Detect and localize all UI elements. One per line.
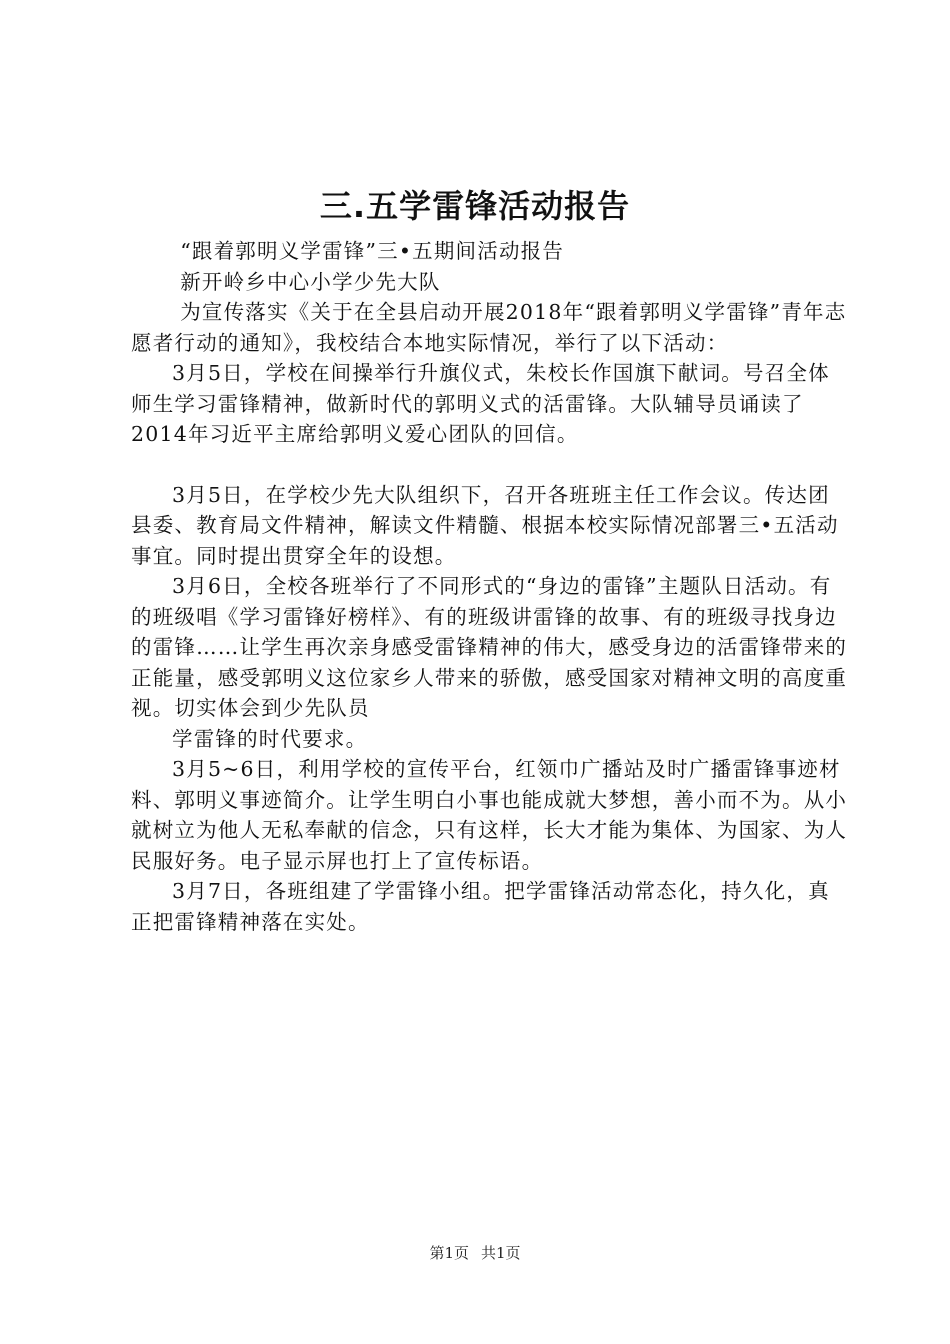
organization-paragraph: 新开岭乡中心小学少先大队	[180, 269, 441, 294]
document-body	[131, 236, 851, 937]
page-number: 第1页	[429, 1244, 469, 1262]
subtitle-paragraph: “跟着郭明义学雷锋”三•五期间活动报告	[180, 239, 565, 263]
page-total: 共1页	[481, 1244, 521, 1262]
activity-paragraph-broadcast: 3月5~6日，利用学校的宣传平台，红领巾广播站及时广播雷锋事迹材料、郭明义事迹简介。让学生明白小事也能成就大梦想，善小而不为。从小就树立为他人无私奉献的信念，只有这样，长大才能为集体、为国家、为人民服好务。电子显示屏也打上了宣传标语。	[131, 757, 848, 873]
activity-paragraph-groups: 3月7日，各班组建了学雷锋小组。把学雷锋活动常态化，持久化，真正把雷锋精神落在实处。	[131, 879, 830, 934]
page-footer	[0, 1243, 950, 1263]
document-title: 三.五学雷锋活动报告	[319, 187, 631, 225]
intro-paragraph: 为宣传落实《关于在全县启动开展2018年“跟着郭明义学雷锋”青年志愿者行动的通知》，我校结合本地实际情况，举行了以下活动：	[131, 300, 847, 355]
activity-paragraph-flag-ceremony: 3月5日，学校在间操举行升旗仪式，朱校长作国旗下献词。号召全体师生学习雷锋精神，做新时代的郭明义式的活雷锋。大队辅导员诵读了2014年习近平主席给郭明义爱心团队的回信。	[131, 361, 830, 446]
activity-paragraph-continuation: 学雷锋的时代要求。	[172, 726, 368, 751]
activity-paragraph-class-activities: 3月6日，全校各班举行了不同形式的“身边的雷锋”主题队日活动。有的班级唱《学习雷锋好榜样》、有的班级讲雷锋的故事、有的班级寻找身边的雷锋……让学生再次亲身感受雷锋精神的伟大，感受身边的活雷锋带来的正能量，感受郭明义这位家乡人带来的骄傲，感受国家对精神文明的高度重视。切实体会到少先队员	[131, 574, 848, 720]
activity-paragraph-teacher-meeting: 3月5日，在学校少先大队组织下，召开各班班主任工作会议。传达团县委、教育局文件精神，解读文件精髓、根据本校实际情况部署三•五活动事宜。同时提出贯穿全年的设想。	[131, 482, 839, 568]
